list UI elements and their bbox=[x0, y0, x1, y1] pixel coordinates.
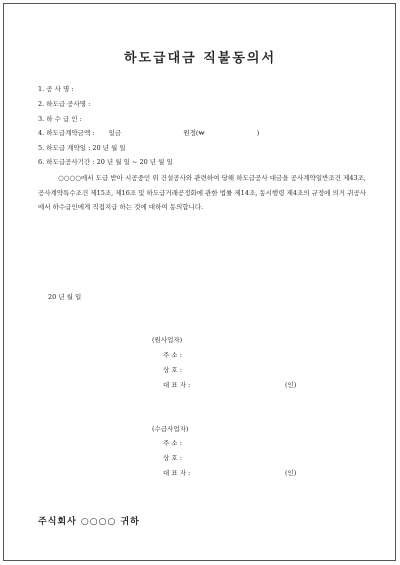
document-title: 하도급대금 직불동의서 bbox=[123, 51, 277, 66]
contractor-address-label: 주 소 : bbox=[163, 351, 182, 359]
document-date: 20 년 월 일 bbox=[48, 293, 82, 301]
subcontractor-company-label: 상 호 : bbox=[163, 454, 182, 462]
consent-body-text: ○○○○에서 도급 받아 시공중인 위 건설공사와 관련하여 당해 하도급공사 대금을 공사계약일반조건 제43조, 공사계약특수조건 제15조, 제16조 및 하도급거래공정화에 관한 법률 제14조, 동시행령 제4조의 규정에 의거 귀공사에서 하수급인에게 직접지급 하는 것에 대하여 동의합니다. bbox=[38, 174, 366, 211]
field-label: 1. 공 사 명 : bbox=[38, 85, 74, 93]
field-label: 5. 하도급 계약일 : bbox=[38, 144, 91, 152]
contractor-heading: (원사업자) bbox=[152, 336, 183, 344]
contractor-seal: (인) bbox=[285, 381, 297, 389]
field-contract-period bbox=[38, 157, 173, 166]
field-label: 3. 하 수 급 인 : bbox=[38, 115, 82, 123]
amount-won: 원정(₩ bbox=[183, 129, 205, 137]
subcontractor-address-label: 주 소 : bbox=[163, 439, 182, 447]
contractor-company-label: 상 호 : bbox=[163, 366, 182, 374]
field-value: 20 년 월 일 bbox=[92, 144, 126, 152]
field-subcontract-name bbox=[38, 99, 90, 108]
amount-close: ) bbox=[256, 129, 260, 137]
field-value: 20 년 월 일 ~ 20 년 월 일 bbox=[96, 158, 173, 166]
field-label: 4. 하도급계약금액 : bbox=[38, 129, 95, 137]
field-label: 2. 하도급 공사명 : bbox=[38, 100, 91, 108]
field-project-name bbox=[38, 84, 74, 93]
field-contract-amount bbox=[38, 128, 259, 137]
subcontractor-heading: (수급사업자) bbox=[152, 425, 189, 433]
field-subcontractor bbox=[38, 114, 82, 123]
amount-prefix: 일금 bbox=[108, 129, 122, 137]
subcontractor-rep-label: 대 표 자 : bbox=[163, 469, 191, 477]
subcontractor-seal: (인) bbox=[285, 469, 297, 477]
field-contract-date bbox=[38, 143, 126, 152]
contractor-rep-label: 대 표 자 : bbox=[163, 381, 191, 389]
recipient-line: 주식회사 ○○○○ 귀하 bbox=[38, 517, 140, 527]
field-label: 6. 하도급공사기간 : bbox=[38, 158, 95, 166]
